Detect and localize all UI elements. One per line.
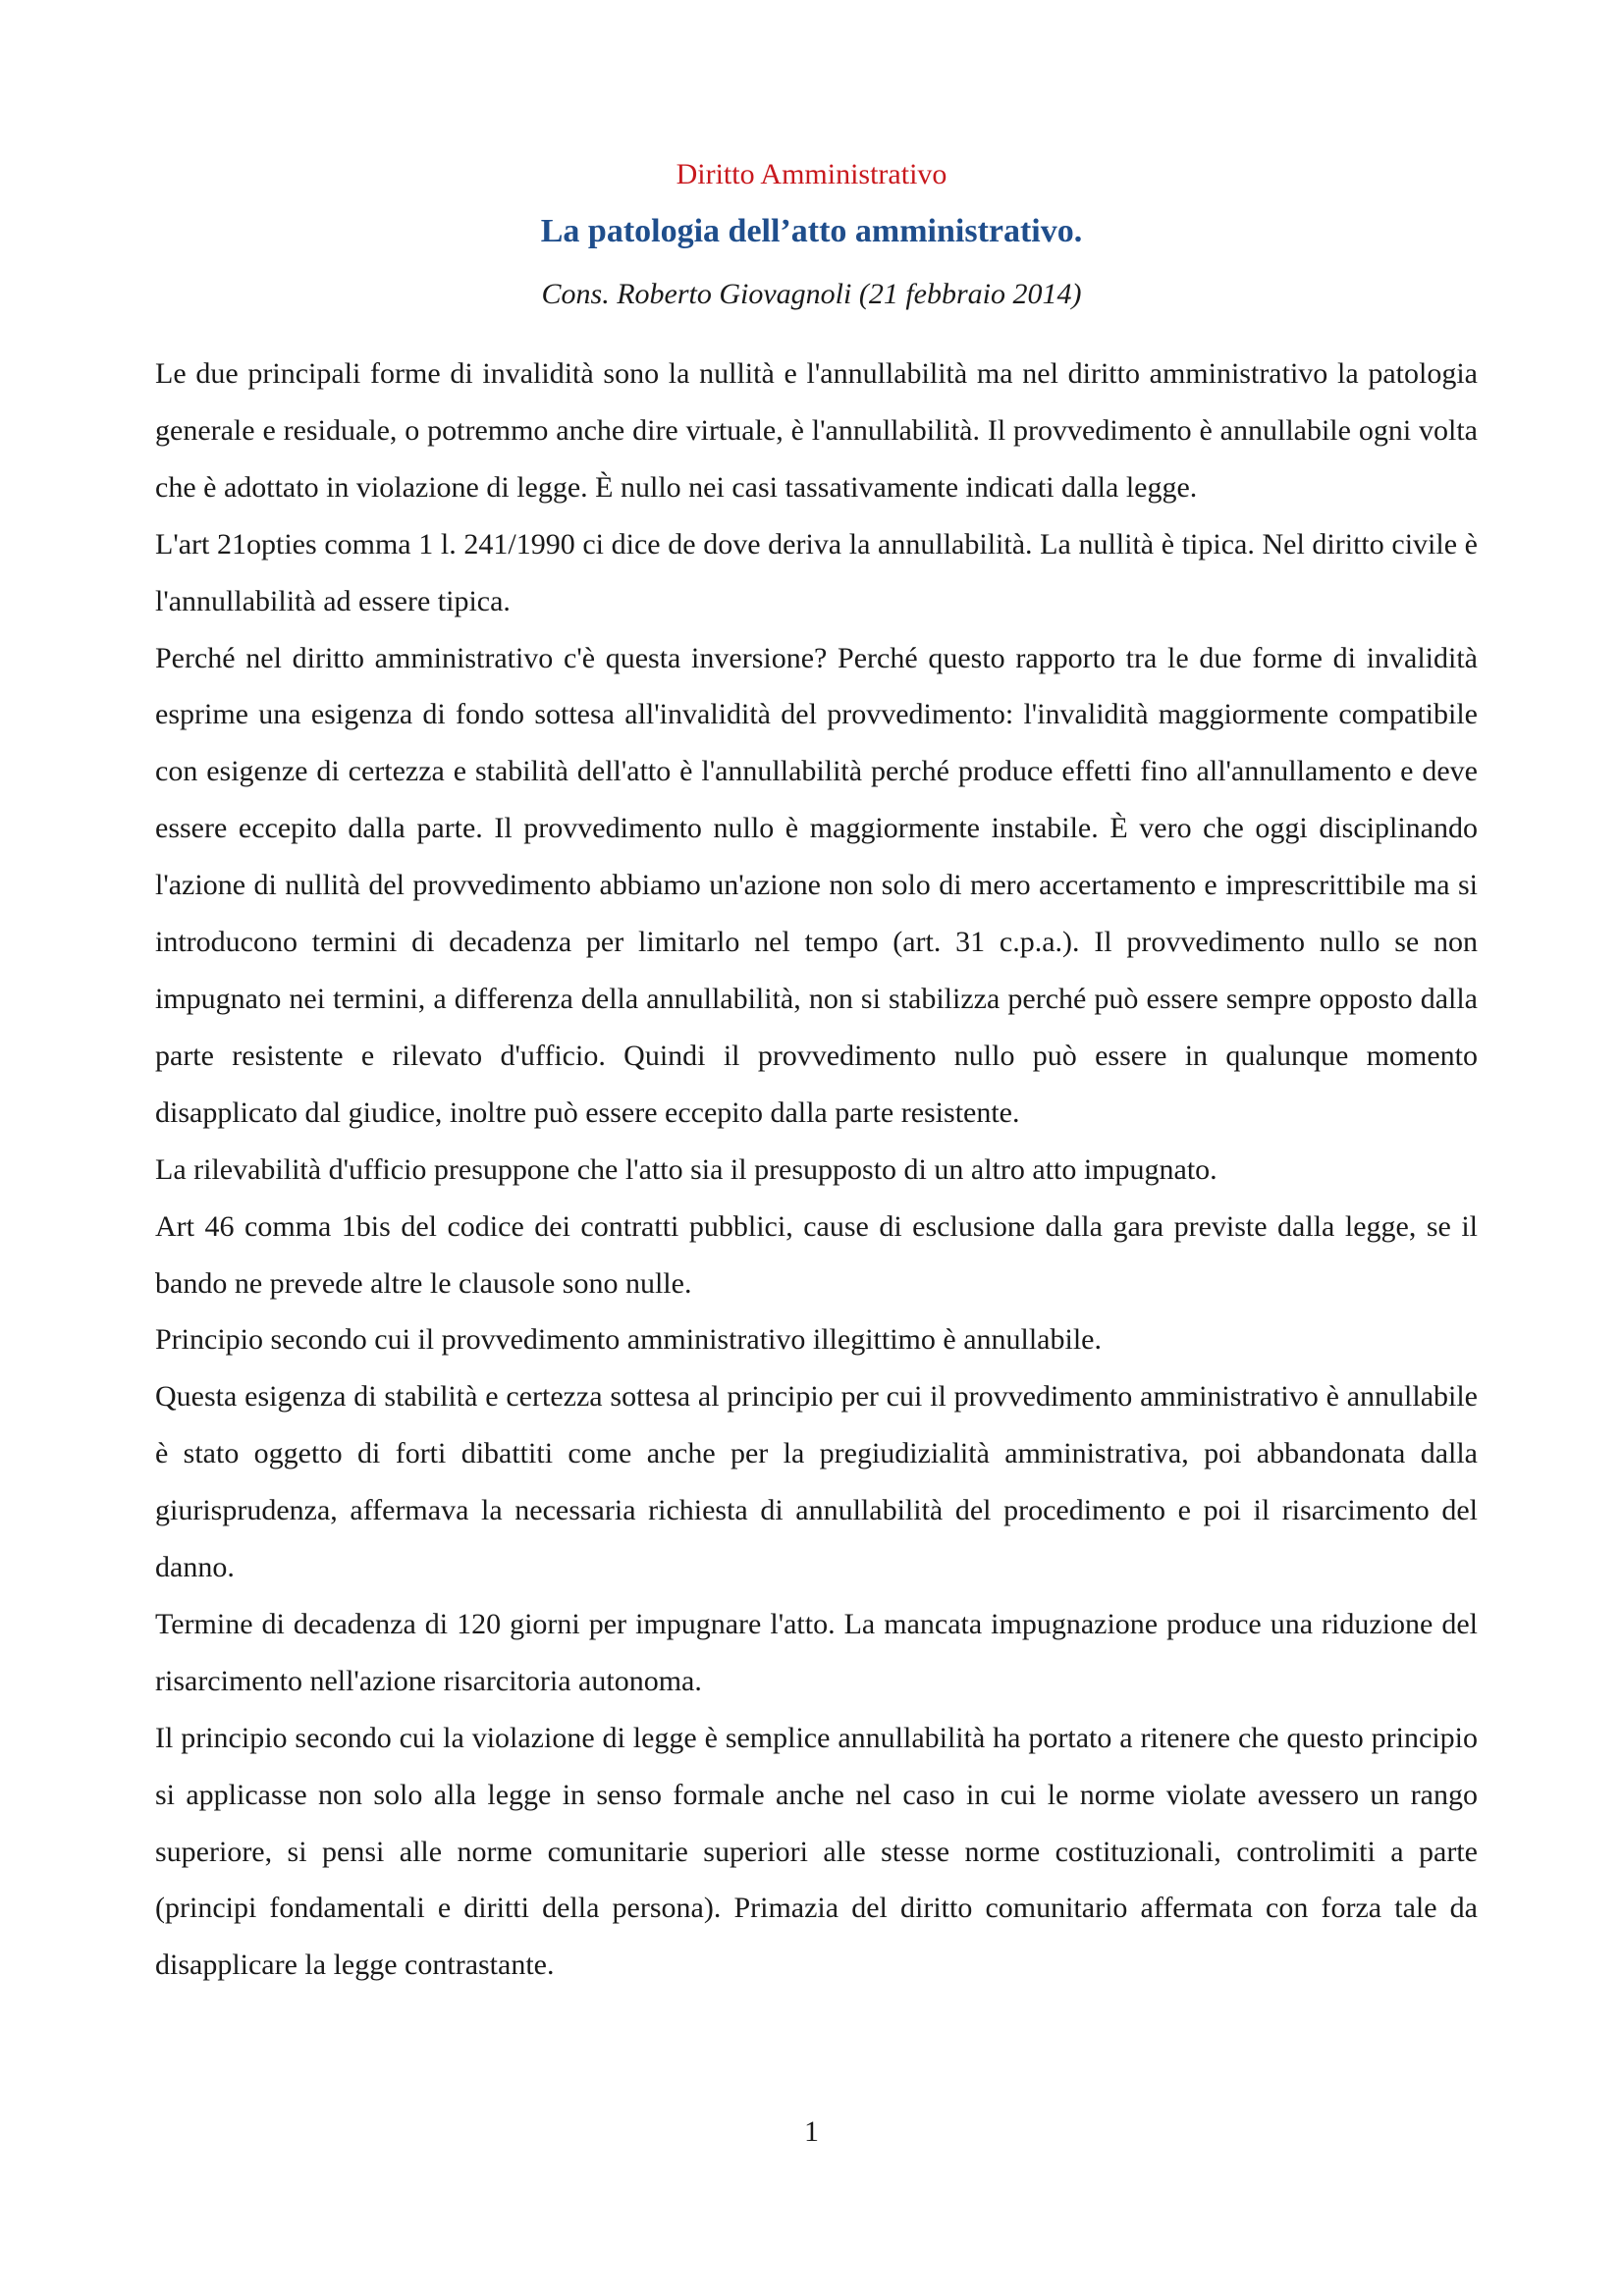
paragraph: Questa esigenza di stabilità e certezza sottesa al principio per cui il provvedimento amministrativo è annullabile è stato oggetto di forti dibattiti come anche per la pregiudizialità amministrativa, poi abbandonata dalla giurisprudenza, affermava la necessaria richiesta di annullabilità del procedimento e poi il risarcimento del danno.	[155, 1380, 1478, 1584]
subject-heading: Diritto Amministrativo	[676, 158, 947, 190]
paragraph: La rilevabilità d'ufficio presuppone che l'atto sia il presupposto di un altro atto impugnato.	[155, 1152, 1217, 1186]
paragraph: Art 46 comma 1bis del codice dei contratti pubblici, cause di esclusione dalla gara previste dalla legge, se il bando ne prevede altre le clausole sono nulle.	[155, 1209, 1478, 1300]
paragraph: Il principio secondo cui la violazione di legge è semplice annullabilità ha portato a ritenere che questo principio si applicasse non solo alla legge in senso formale anche nel caso in cui le norme violate avessero un rango superiore, si pensi alle norme comunitarie superiori alle stesse norme costituzionali, controlimiti a parte (principi fondamentali e diritti della persona). Primazia del diritto comunitario affermata con forza tale da disapplicare la legge contrastante.	[155, 1721, 1478, 1982]
paragraph: Perché nel diritto amministrativo c'è questa inversione? Perché questo rapporto tra le due forme di invalidità esprime una esigenza di fondo sottesa all'invalidità del provvedimento: l'invalidità maggiormente compatibile con esigenze di certezza e stabilità dell'atto è l'annullabilità perché produce effetti fino all'annullamento e deve essere eccepito dalla parte. Il provvedimento nullo è maggiormente instabile. È vero che oggi disciplinando l'azione di nullità del provvedimento abbiamo un'azione non solo di mero accertamento e imprescrittibile ma si introducono termini di decadenza per limitarlo nel tempo (art. 31 c.p.a.). Il provvedimento nullo se non impugnato nei termini, a differenza della annullabilità, non si stabilizza perché può essere sempre opposto dalla parte resistente e rilevato d'ufficio. Quindi il provvedimento nullo può essere in qualunque momento disapplicato dal giudice, inoltre può essere eccepito dalla parte resistente.	[155, 641, 1478, 1129]
document-title: La patologia dell’atto amministrativo.	[540, 213, 1083, 249]
paragraph: Le due principali forme di invalidità sono la nullità e l'annullabilità ma nel diritto amministrativo la patologia generale e residuale, o potremmo anche dire virtuale, è l'annullabilità. Il provvedimento è annullabile ogni volta che è adottato in violazione di legge. È nullo nei casi tassativamente indicati dalla legge.	[155, 357, 1478, 504]
page-number: 1	[804, 2115, 819, 2148]
author-line: Cons. Roberto Giovagnoli (21 febbraio 2014)	[541, 278, 1082, 310]
document-body	[155, 346, 1478, 1994]
paragraph: Principio secondo cui il provvedimento amministrativo illegittimo è annullabile.	[155, 1323, 1102, 1357]
paragraph: Termine di decadenza di 120 giorni per impugnare l'atto. La mancata impugnazione produce una riduzione del risarcimento nell'azione risarcitoria autonoma.	[155, 1607, 1478, 1697]
paragraph: L'art 21opties comma 1 l. 241/1990 ci dice de dove deriva la annullabilità. La nullità è tipica. Nel diritto civile è l'annullabilità ad essere tipica.	[155, 527, 1478, 617]
